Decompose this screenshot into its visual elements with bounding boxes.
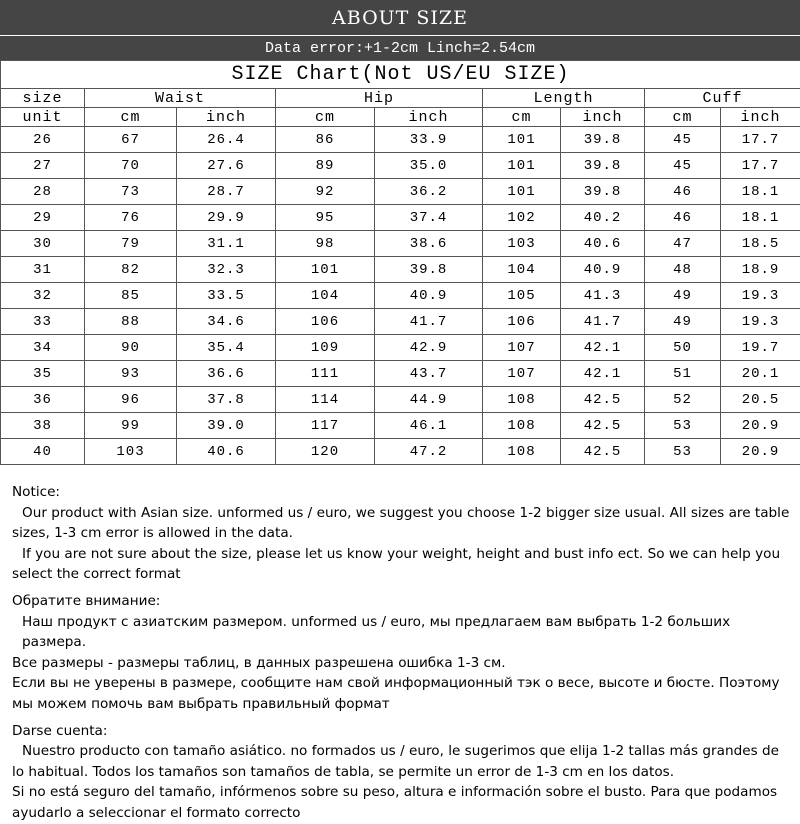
measurement-cell: 86 bbox=[276, 127, 375, 153]
table-row bbox=[1, 283, 800, 309]
size-cell: 31 bbox=[1, 257, 85, 283]
measurement-cell: 39.8 bbox=[561, 127, 645, 153]
measurement-cell: 37.8 bbox=[177, 387, 276, 413]
unit-header-cell: cm bbox=[276, 108, 375, 127]
group-header-size: size bbox=[1, 89, 85, 108]
notice-text-es: lo habitual. Todos los tamaños son tamaños de tabla, se permite un error de 1-3 cm en los datos. bbox=[12, 762, 796, 783]
measurement-cell: 28.7 bbox=[177, 179, 276, 205]
measurement-cell: 89 bbox=[276, 153, 375, 179]
unit-header-row bbox=[1, 108, 800, 127]
measurement-cell: 76 bbox=[85, 205, 177, 231]
measurement-cell: 96 bbox=[85, 387, 177, 413]
measurement-cell: 29.9 bbox=[177, 205, 276, 231]
measurement-cell: 107 bbox=[483, 361, 561, 387]
size-cell: 26 bbox=[1, 127, 85, 153]
unit-header-cell: cm bbox=[85, 108, 177, 127]
measurement-cell: 51 bbox=[645, 361, 721, 387]
notice-text-en: sizes, 1-3 cm error is allowed in the data. bbox=[12, 523, 796, 544]
measurement-cell: 48 bbox=[645, 257, 721, 283]
measurement-cell: 90 bbox=[85, 335, 177, 361]
measurement-cell: 18.1 bbox=[721, 179, 800, 205]
measurement-cell: 117 bbox=[276, 413, 375, 439]
unit-header-cell: inch bbox=[721, 108, 800, 127]
notice-text-es: Si no está seguro del tamaño, infórmenos sobre su peso, altura e información sobre el busto. Para que podamos bbox=[12, 782, 796, 803]
table-row bbox=[1, 231, 800, 257]
size-cell: 35 bbox=[1, 361, 85, 387]
measurement-cell: 18.5 bbox=[721, 231, 800, 257]
measurement-cell: 53 bbox=[645, 413, 721, 439]
measurement-cell: 26.4 bbox=[177, 127, 276, 153]
table-row bbox=[1, 413, 800, 439]
table-row bbox=[1, 361, 800, 387]
measurement-cell: 85 bbox=[85, 283, 177, 309]
unit-header-cell: inch bbox=[177, 108, 276, 127]
notice-text-es: Nuestro producto con tamaño asiático. no formados us / euro, le sugerimos que elija 1-2 tallas más grandes de bbox=[12, 741, 796, 762]
notice-text-en: Our product with Asian size. unformed us / euro, we suggest you choose 1-2 bigger size usual. All sizes are table bbox=[12, 503, 796, 524]
notice-text-ru: мы можем помочь вам выбрать правильный формат bbox=[12, 694, 796, 715]
measurement-cell: 20.9 bbox=[721, 413, 800, 439]
size-cell: 30 bbox=[1, 231, 85, 257]
measurement-cell: 104 bbox=[483, 257, 561, 283]
measurement-cell: 43.7 bbox=[375, 361, 483, 387]
measurement-cell: 33.5 bbox=[177, 283, 276, 309]
size-notice bbox=[12, 482, 796, 824]
notice-heading-es: Darse cuenta: bbox=[12, 721, 796, 742]
measurement-cell: 39.8 bbox=[561, 179, 645, 205]
unit-header-cell: cm bbox=[645, 108, 721, 127]
measurement-cell: 103 bbox=[85, 439, 177, 465]
size-chart-table bbox=[0, 60, 800, 465]
measurement-cell: 70 bbox=[85, 153, 177, 179]
measurement-cell: 33.9 bbox=[375, 127, 483, 153]
measurement-cell: 40.9 bbox=[561, 257, 645, 283]
measurement-cell: 98 bbox=[276, 231, 375, 257]
measurement-cell: 31.1 bbox=[177, 231, 276, 257]
notice-heading-en: Notice: bbox=[12, 482, 796, 503]
measurement-cell: 41.3 bbox=[561, 283, 645, 309]
measurement-cell: 73 bbox=[85, 179, 177, 205]
measurement-cell: 41.7 bbox=[375, 309, 483, 335]
group-header-cuff: Cuff bbox=[645, 89, 800, 108]
measurement-cell: 92 bbox=[276, 179, 375, 205]
size-cell: 32 bbox=[1, 283, 85, 309]
measurement-cell: 99 bbox=[85, 413, 177, 439]
size-cell: 36 bbox=[1, 387, 85, 413]
notice-text-en: If you are not sure about the size, please let us know your weight, height and bust info ect. So we can help you bbox=[12, 544, 796, 565]
table-row bbox=[1, 127, 800, 153]
measurement-cell: 17.7 bbox=[721, 127, 800, 153]
measurement-cell: 42.5 bbox=[561, 387, 645, 413]
unit-header-cell: inch bbox=[561, 108, 645, 127]
measurement-cell: 17.7 bbox=[721, 153, 800, 179]
measurement-cell: 45 bbox=[645, 153, 721, 179]
notice-text-ru: Наш продукт с азиатским размером. unformed us / euro, мы предлагаем вам выбрать 1-2 больших размера. bbox=[12, 612, 796, 653]
measurement-cell: 109 bbox=[276, 335, 375, 361]
measurement-cell: 45 bbox=[645, 127, 721, 153]
table-row bbox=[1, 257, 800, 283]
measurement-cell: 18.9 bbox=[721, 257, 800, 283]
measurement-cell: 46 bbox=[645, 205, 721, 231]
size-cell: 29 bbox=[1, 205, 85, 231]
group-header-waist: Waist bbox=[85, 89, 276, 108]
measurement-cell: 40.6 bbox=[177, 439, 276, 465]
measurement-cell: 39.8 bbox=[561, 153, 645, 179]
measurement-cell: 46 bbox=[645, 179, 721, 205]
data-error-note: Data error:+1-2cm Linch=2.54cm bbox=[0, 35, 800, 61]
measurement-cell: 36.2 bbox=[375, 179, 483, 205]
measurement-cell: 40.6 bbox=[561, 231, 645, 257]
measurement-cell: 88 bbox=[85, 309, 177, 335]
measurement-cell: 93 bbox=[85, 361, 177, 387]
measurement-cell: 101 bbox=[483, 153, 561, 179]
measurement-cell: 108 bbox=[483, 387, 561, 413]
measurement-cell: 39.0 bbox=[177, 413, 276, 439]
measurement-cell: 32.3 bbox=[177, 257, 276, 283]
measurement-cell: 101 bbox=[483, 179, 561, 205]
measurement-cell: 38.6 bbox=[375, 231, 483, 257]
measurement-cell: 40.2 bbox=[561, 205, 645, 231]
measurement-cell: 101 bbox=[276, 257, 375, 283]
table-row bbox=[1, 205, 800, 231]
measurement-cell: 108 bbox=[483, 413, 561, 439]
table-row bbox=[1, 153, 800, 179]
measurement-cell: 103 bbox=[483, 231, 561, 257]
unit-header-cell: inch bbox=[375, 108, 483, 127]
size-cell: 40 bbox=[1, 439, 85, 465]
table-row bbox=[1, 387, 800, 413]
measurement-cell: 120 bbox=[276, 439, 375, 465]
measurement-cell: 111 bbox=[276, 361, 375, 387]
measurement-cell: 108 bbox=[483, 439, 561, 465]
notice-heading-ru: Обратите внимание: bbox=[12, 591, 796, 612]
measurement-cell: 95 bbox=[276, 205, 375, 231]
notice-text-ru: Если вы не уверены в размере, сообщите нам свой информационный тэк о весе, высоте и бюсте. Поэтому bbox=[12, 673, 796, 694]
measurement-cell: 53 bbox=[645, 439, 721, 465]
measurement-cell: 35.0 bbox=[375, 153, 483, 179]
notice-text-es: ayudarlo a seleccionar el formato correcto bbox=[12, 803, 796, 824]
measurement-cell: 20.5 bbox=[721, 387, 800, 413]
measurement-cell: 41.7 bbox=[561, 309, 645, 335]
unit-header-cell: cm bbox=[483, 108, 561, 127]
measurement-cell: 105 bbox=[483, 283, 561, 309]
measurement-cell: 44.9 bbox=[375, 387, 483, 413]
size-cell: 38 bbox=[1, 413, 85, 439]
table-row bbox=[1, 439, 800, 465]
measurement-cell: 79 bbox=[85, 231, 177, 257]
measurement-cell: 104 bbox=[276, 283, 375, 309]
measurement-cell: 52 bbox=[645, 387, 721, 413]
measurement-cell: 106 bbox=[276, 309, 375, 335]
notice-text-ru: Все размеры - размеры таблиц, в данных разрешена ошибка 1-3 см. bbox=[12, 653, 796, 674]
measurement-cell: 34.6 bbox=[177, 309, 276, 335]
measurement-cell: 40.9 bbox=[375, 283, 483, 309]
measurement-cell: 47.2 bbox=[375, 439, 483, 465]
measurement-cell: 35.4 bbox=[177, 335, 276, 361]
measurement-cell: 114 bbox=[276, 387, 375, 413]
measurement-cell: 47 bbox=[645, 231, 721, 257]
measurement-cell: 42.1 bbox=[561, 335, 645, 361]
unit-header-cell: unit bbox=[1, 108, 85, 127]
measurement-cell: 102 bbox=[483, 205, 561, 231]
table-row bbox=[1, 179, 800, 205]
measurement-cell: 67 bbox=[85, 127, 177, 153]
measurement-cell: 39.8 bbox=[375, 257, 483, 283]
table-row bbox=[1, 309, 800, 335]
notice-text-en: select the correct format bbox=[12, 564, 796, 585]
measurement-cell: 18.1 bbox=[721, 205, 800, 231]
measurement-cell: 37.4 bbox=[375, 205, 483, 231]
size-cell: 27 bbox=[1, 153, 85, 179]
measurement-cell: 19.7 bbox=[721, 335, 800, 361]
group-header-length: Length bbox=[483, 89, 645, 108]
measurement-cell: 19.3 bbox=[721, 309, 800, 335]
measurement-cell: 20.9 bbox=[721, 439, 800, 465]
measurement-cell: 27.6 bbox=[177, 153, 276, 179]
measurement-cell: 49 bbox=[645, 309, 721, 335]
table-row bbox=[1, 335, 800, 361]
measurement-cell: 19.3 bbox=[721, 283, 800, 309]
measurement-cell: 49 bbox=[645, 283, 721, 309]
size-cell: 28 bbox=[1, 179, 85, 205]
measurement-cell: 82 bbox=[85, 257, 177, 283]
size-cell: 34 bbox=[1, 335, 85, 361]
size-cell: 33 bbox=[1, 309, 85, 335]
measurement-cell: 42.5 bbox=[561, 413, 645, 439]
measurement-cell: 106 bbox=[483, 309, 561, 335]
page-title: ABOUT SIZE bbox=[0, 0, 800, 35]
measurement-cell: 42.9 bbox=[375, 335, 483, 361]
measurement-cell: 36.6 bbox=[177, 361, 276, 387]
measurement-cell: 20.1 bbox=[721, 361, 800, 387]
measurement-cell: 107 bbox=[483, 335, 561, 361]
measurement-cell: 46.1 bbox=[375, 413, 483, 439]
group-header-hip: Hip bbox=[276, 89, 483, 108]
size-chart-title: SIZE Chart(Not US/EU SIZE) bbox=[1, 61, 800, 89]
measurement-cell: 42.5 bbox=[561, 439, 645, 465]
measurement-cell: 50 bbox=[645, 335, 721, 361]
measurement-cell: 101 bbox=[483, 127, 561, 153]
measurement-cell: 42.1 bbox=[561, 361, 645, 387]
